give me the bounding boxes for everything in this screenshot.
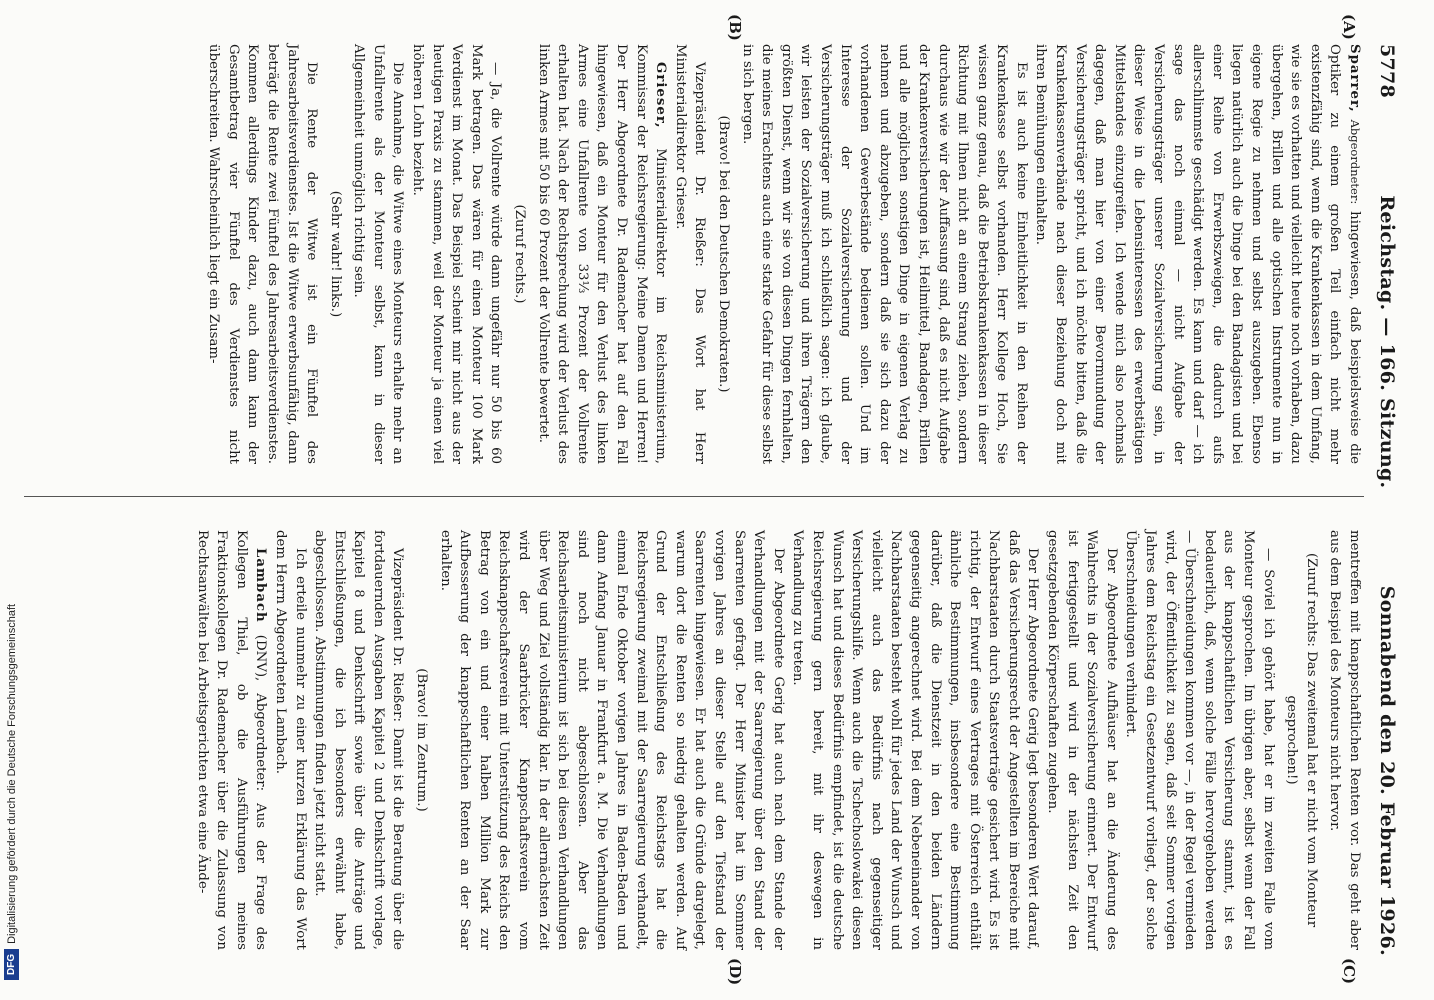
column-divider	[24, 496, 1364, 497]
paragraph: Der Abgeordnete Gerig hat auch nach dem Stande der Verhandlungen mit der Saarregierung über den Stand der Saarrenten gefragt. Der Herr Minister hat im Sommer vorigen Jahres an dieser Stelle auf den Tiefstand der Saarrenten hingewiesen. Er hat auch die Gründe dargelegt, warum dort die Renten so niedrig gehalten werden. Auf Grund der Entschließung des Reichstags hat die Reichsregierung zweimal mit der Saarregierung verhandelt, einmal Ende Oktober vorigen Jahres in Baden-Baden und dann Anfang Januar in Frankfurt a. M. Die Verhandlungen sind noch nicht abgeschlossen. Aber das Reichsarbeitsministerium ist sich bei diesen Verhandlungen über Weg und Ziel vollständig klar. In der allernächsten Zeit wird der Saarbrücker Knappschaftsverein vom Reichsknappschaftsverein mit Unterstützung des Reichs den Betrag von ein und einer halben Million Mark zur Aufbesserung der knappschaftlichen Renten an der Saar erhalten.	[437, 530, 786, 950]
paragraph: Vizepräsident Dr. Rießer: Damit ist die Beratung über die fortdauernden Ausgaben Kapitel 2 und Denkschrift vorlage, Kapitel 8 und Denkschrift sowie über die Anträge und Entschließungen, die ich besonders erwähnt habe, abgeschlossen. Abstimmungen finden jetzt nicht statt.	[312, 530, 406, 950]
reaction: (Zuruf rechts.)	[512, 204, 528, 304]
paragraph	[533, 44, 670, 464]
footer-credit: Digitalisierung gefördert durch die Deutsche Forschungsgemeinschaft	[5, 603, 18, 944]
paragraph: Vizepräsident Dr. Rießer: Das Wort hat Herr Ministerialdirektor Grieser.	[672, 44, 708, 464]
dfg-logo-icon: DFG	[4, 949, 19, 980]
speaker-role: Abgeordneter:	[1348, 119, 1362, 205]
reaction: (Bravo! im Zentrum.)	[414, 668, 430, 812]
paragraph: — Soviel ich gehört habe, hat er im zweiten Falle vom Monteur gesprochen. Im übrigen aber, selbst wenn der Fall aus der knappschaftlichen Versicherung stammt, ist es bedauerlich, daß, wenn solche Fälle hervorgehoben werden — Überschneidungen kommen vor —, in der Regel vermieden wird, der Öffentlichkeit zu sagen, daß seit Sommer vorigen Jahres dem Reichstag ein Gesetzentwurf vorliegt, der solche Überschneidungen verhindert.	[1123, 530, 1276, 950]
paragraph: Der Herr Abgeordnete Gerig legt besonderen Wert darauf, daß das Versicherungsrecht der Angestellten im Bereiche mit Nachbarstaaten durch Staatsverträge gesichert wird. Es ist richtig, der Entwurf eines Vertrages mit Österreich enthält ähnliche Bestimmungen, insbesondere eine Bestimmung darüber, daß die Dienstzeit in den beiden Ländern gegenseitig angerechnet wird. Bei dem Nebeneinander von Nachbarstaaten besteht wohl für jedes Land der Wunsch und vielleicht auch das Bedürfnis nach gegenseitiger Versicherungshilfe. Wenn auch die Tschechoslowakei diesen Wunsch hat und dieses Bedürfnis empfindet, ist die deutsche Reichsregierung gern bereit, mit ihr deswegen in Verhandlung zu treten.	[790, 530, 1041, 950]
margin-marker-c: (C)	[1340, 958, 1358, 985]
paragraph	[1031, 44, 1364, 464]
page-header	[1372, 44, 1402, 956]
paragraph-text: (DNV), Abgeordneter: Aus der Frage des Kollegen Thiel, ob die Ausführungen meines Fraktionskollegen Dr. Rademacher über die Zulassung von Rechtsanwälten bei Arbeitsgerichten etwa eine Ände-	[194, 530, 269, 951]
reaction: (Sehr wahr! links.)	[327, 190, 343, 318]
left-column	[204, 44, 1364, 464]
margin-marker-a: (A)	[1340, 14, 1358, 40]
paragraph: Es ist auch keine Einheitlichkeit in den Reihen der Krankenkasse selbst vorhanden. Herr Kollege Hoch, Sie wissen ganz genau, daß die Betriebskrankenkassen in dieser Richtung mit Ihnen nicht an einem Strang ziehen, sondern durchaus wie wir der Auffassung sind, daß es nicht Aufgabe der Krankenversicherungen ist, Heilmittel, Bandagen, Brillen und alle möglichen sonstigen Dinge in eigenen Verlag zu nehmen und abzugeben, sondern daß sie sich dazu der vorhandenen Gewerbestände bedienen sollen. Und im Interesse der Sozialversicherung und der Versicherungsträger muß ich schließlich sagen: ich glaube, wir leisten der Sozialversicherung und ihren Trägern den größten Dienst, wenn wir sie von diesen Dingen fernhalten, die meines Erachtens auch eine starke Gefahr für diese selbst in sich bergen.	[739, 44, 1029, 464]
margin-marker-d: (D)	[726, 958, 744, 986]
paragraph: Ich erteile nunmehr zu einer kurzen Erklärung das Wort dem Herrn Abgeordneten Lambach.	[272, 530, 308, 950]
footer-band	[0, 0, 22, 1000]
right-column	[192, 530, 1364, 950]
paragraph-text: hingewiesen, daß beispielsweise die Optiker zu einem großen Teil einfach nicht mehr existenzfähig sind, wenn die Krankenkassen in dem Umfang, wie sie es vorhatten und vielleicht heute noch vorhaben, dazu übergehen, Brillen und alle optischen Instrumente nun in eigene Regie zu nehmen und selbst auszugeben. Ebenso liegen natürlich auch die Dinge bei den Bandagisten und bei einer Reihe von Erwerbszweigen, die dadurch aufs allerschlimmste geschädigt werden. Es kann und darf — ich sage das noch einmal — nicht Aufgabe der Versicherungsträger unserer Sozialversicherung sein, in dieser Weise in die Lebensinteressen des erwerbstätigen Mittelstandes einzugreifen. Ich wende mich also nochmals dagegen, daß man hier von einer Bevormundung der Versicherungsträger spricht, und ich möchte bitten, daß die Krankenkassenverbände nach dieser Beziehung doch mit ihren Bemühungen einhalten.	[1033, 44, 1362, 465]
session-date: Sonnabend den 20. Februar 1926.	[1376, 585, 1398, 956]
paragraph: Der Abgeordnete Aufhäuser hat an die Änderung des Wahlrechts in der Sozialversicherung erinnert. Der Entwurf ist fertiggestellt und wird in der nächsten Zeit den gesetzgebenden Körperschaften zugehen.	[1045, 530, 1119, 950]
paragraph: Die Annahme, die Witwe eines Monteurs erhalte mehr an Unfallrente als der Monteur selbst, kann in dieser Allgemeinheit unmöglich richtig sein.	[351, 44, 406, 464]
speaker-name: Sparrer,	[1347, 44, 1362, 113]
page-number: 5778	[1376, 44, 1398, 99]
session-title: Reichstag. — 166. Sitzung.	[1376, 195, 1398, 489]
speaker-name: Lambach	[253, 548, 269, 623]
paragraph: — Ja, die Vollrente würde dann ungefähr nur 50 bis 60 Mark betragen. Das wären für einen Monteur 100 Mark Verdienst im Monat. Das Beispiel scheint mir nicht aus der heutigen Praxis zu stammen, weil der Monteur ja einen viel höheren Lohn bezieht.	[410, 44, 504, 464]
speaker-name: Grieser,	[653, 62, 669, 129]
reaction: (Bravo! bei den Deutschen Demokraten.)	[716, 115, 731, 393]
reaction: (Zuruf rechts: Das zweitemal hat er nicht vom Monteur gesprochen!)	[1284, 552, 1319, 928]
margin-marker-b: (B)	[726, 14, 744, 41]
paragraph	[192, 530, 270, 950]
paragraph: Die Rente der Witwe ist ein Fünftel des Jahresarbeitsverdienstes. Ist die Witwe erwerbsunfähig, dann beträgt die Rente zwei Fünftel des Jahresarbeitsverdienstes. Kommen allerdings Kinder dazu, auch dann kann der Gesamtbetrag vier Fünftel des Verdienstes nicht überschreiten. Wahrscheinlich liegt ein Zusam-	[206, 44, 320, 464]
paragraph-text: Ministerialdirektor im Reichsministerium, Kommissar der Reichsregierung: Meine Damen und Herren! Der Herr Abgeordnete Dr. Rademacher hat auf den Fall hingewiesen, daß ein Monteur für den Verlust des linken Armes eine Unfallrente von 33⅓ Prozent der Vollrente erhalten hat. Nach der Rechtsprechung wird der Verlust des linken Armes mit 50 bis 60 Prozent der Vollrente bewertet.	[535, 44, 669, 464]
paragraph: mentreffen mit knappschaftlichen Renten vor. Das geht aber aus dem Beispiel des Monteurs nicht hervor.	[1327, 530, 1362, 950]
